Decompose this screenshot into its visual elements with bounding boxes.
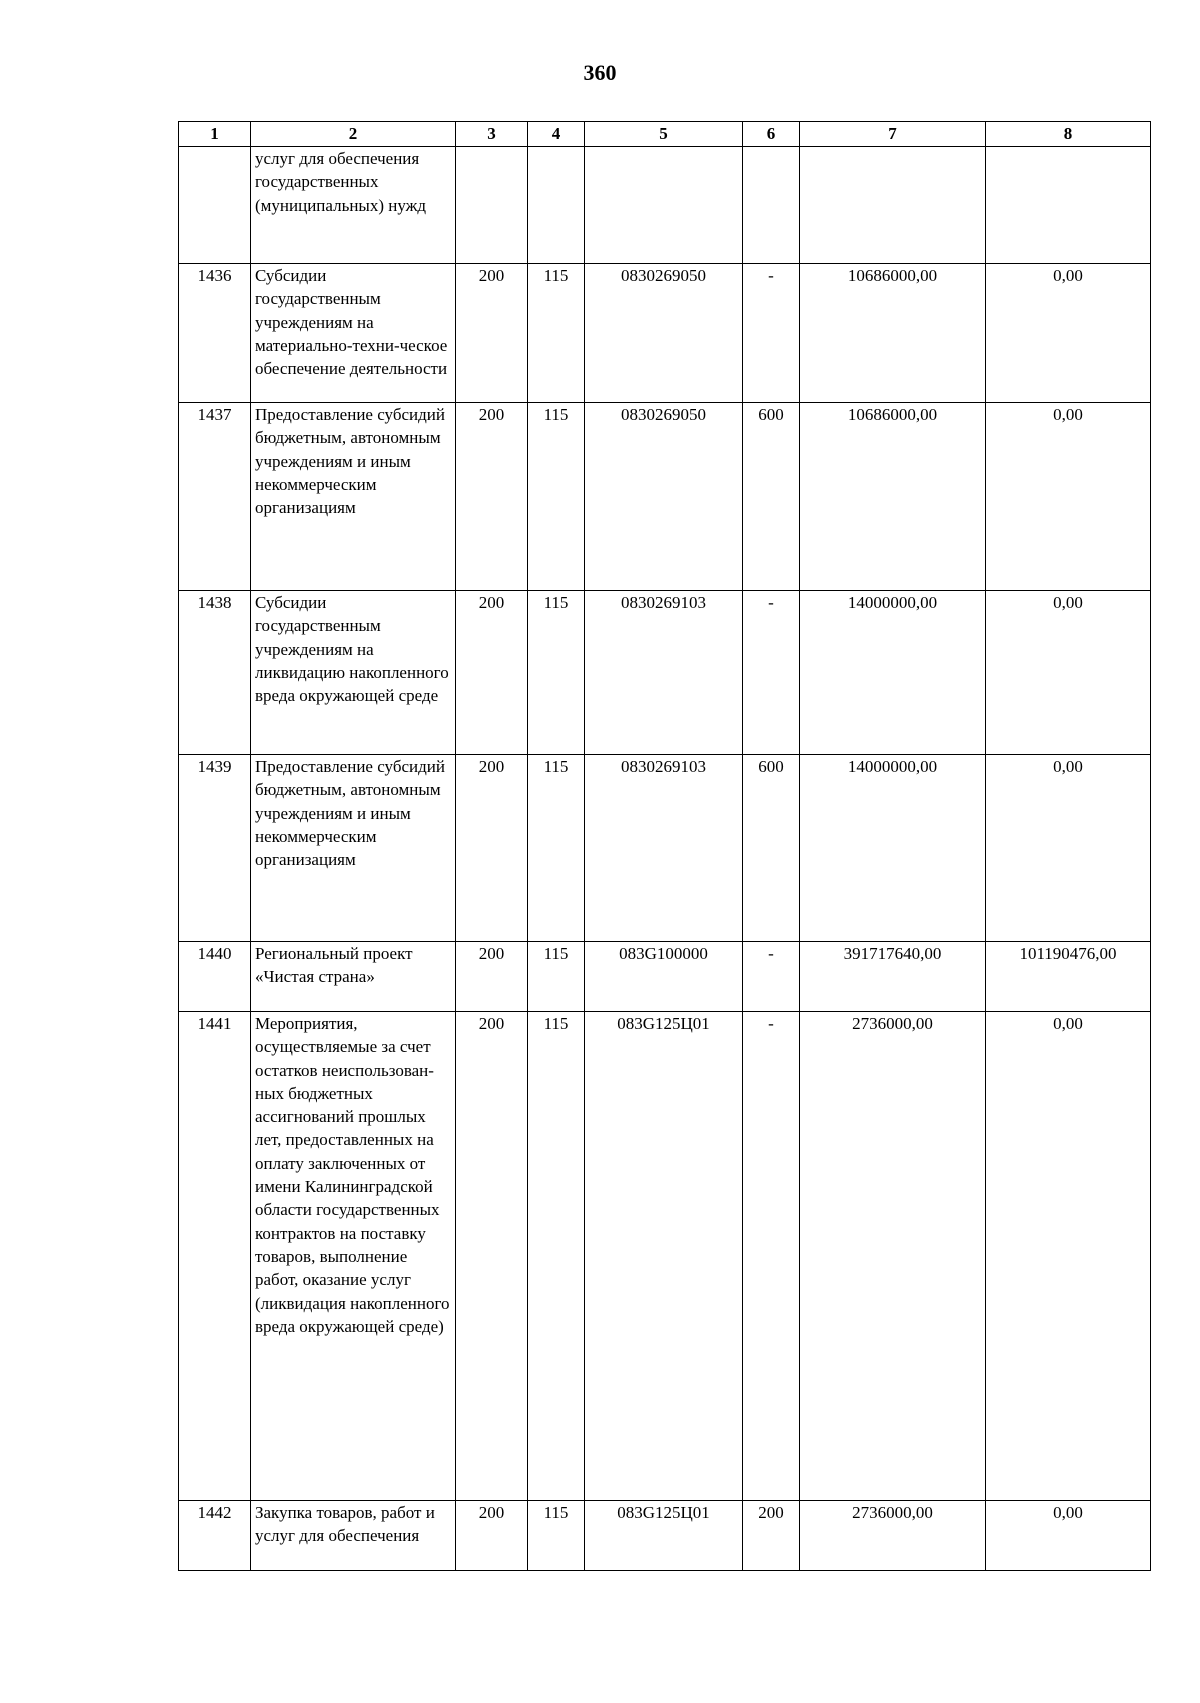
cell-col7: 10686000,00: [800, 403, 986, 591]
cell-col8: 101190476,00: [986, 942, 1151, 1012]
cell-col3: 200: [456, 755, 528, 942]
cell-col4: 115: [528, 942, 585, 1012]
row-number: 1440: [179, 942, 251, 1012]
cell-col6: -: [743, 1012, 800, 1501]
row-name: Предоставление субсидий бюджетным, автономным учреждениям и иным некоммерческим организациям: [251, 403, 456, 591]
column-header: 7: [800, 122, 986, 147]
row-name: Мероприятия, осуществляемые за счет остатков неиспользован-ных бюджетных ассигнований прошлых лет, предоставленных на оплату заключенных от имени Калининградской области государственных контрактов на поставку товаров, выполнение работ, оказание услуг (ликвидация накопленного вреда окружающей среде): [251, 1012, 456, 1501]
row-number-cell: [179, 147, 251, 264]
cell-col3: 200: [456, 1501, 528, 1571]
budget-table: [178, 121, 1151, 1571]
cell-col8: 0,00: [986, 1501, 1151, 1571]
cell-col8: 0,00: [986, 591, 1151, 755]
table-row: [179, 403, 1151, 591]
column-header: 3: [456, 122, 528, 147]
cell-col6: 200: [743, 1501, 800, 1571]
cell-col6: 600: [743, 755, 800, 942]
column-header: 8: [986, 122, 1151, 147]
cell-col6: -: [743, 942, 800, 1012]
table-row: [179, 942, 1151, 1012]
cell-col5: 0830269103: [585, 755, 743, 942]
row-number: 1441: [179, 1012, 251, 1501]
cell-col5: 0830269050: [585, 264, 743, 403]
cell-col4: 115: [528, 755, 585, 942]
row-name: Субсидии государственным учреждениям на материально-техни-ческое обеспечение деятельности: [251, 264, 456, 403]
column-header: 5: [585, 122, 743, 147]
cell-col8: 0,00: [986, 755, 1151, 942]
cell-col4: 115: [528, 591, 585, 755]
cell-col5: 083G125Ц01: [585, 1501, 743, 1571]
row-number: 1437: [179, 403, 251, 591]
cell-col7: 2736000,00: [800, 1012, 986, 1501]
table-row: [179, 1012, 1151, 1501]
row-name: Предоставление субсидий бюджетным, автономным учреждениям и иным некоммерческим организациям: [251, 755, 456, 942]
column-header: 4: [528, 122, 585, 147]
row-name: Региональный проект «Чистая страна»: [251, 942, 456, 1012]
continuation-row: [179, 147, 1151, 264]
cell-col3: 200: [456, 264, 528, 403]
column-header: 1: [179, 122, 251, 147]
table-row: [179, 755, 1151, 942]
row-number: 1439: [179, 755, 251, 942]
column-header: 6: [743, 122, 800, 147]
cell-col6: 600: [743, 403, 800, 591]
cell-col5: 0830269103: [585, 591, 743, 755]
cell-col6: -: [743, 591, 800, 755]
cell-col5: 083G125Ц01: [585, 1012, 743, 1501]
cell-col8: 0,00: [986, 1012, 1151, 1501]
cell-col7: 14000000,00: [800, 755, 986, 942]
table-row: [179, 591, 1151, 755]
cell-col3: 200: [456, 942, 528, 1012]
header-row: [179, 122, 1151, 147]
row-number: 1438: [179, 591, 251, 755]
column-header: 2: [251, 122, 456, 147]
cell-col4: 115: [528, 264, 585, 403]
cell-col7: 2736000,00: [800, 1501, 986, 1571]
row-number: 1436: [179, 264, 251, 403]
row-number: 1442: [179, 1501, 251, 1571]
cell-col7: 10686000,00: [800, 264, 986, 403]
table-row: [179, 1501, 1151, 1571]
cell-col5: 0830269050: [585, 403, 743, 591]
cell-col4: 115: [528, 1501, 585, 1571]
cell-col4: 115: [528, 403, 585, 591]
page-number: 360: [583, 60, 617, 85]
cell-col3: 200: [456, 1012, 528, 1501]
cell-col7: 391717640,00: [800, 942, 986, 1012]
table-row: [179, 264, 1151, 403]
cell-col8: 0,00: [986, 264, 1151, 403]
cell-col3: 200: [456, 591, 528, 755]
row-name: Закупка товаров, работ и услуг для обеспечения: [251, 1501, 456, 1571]
cell-col6: -: [743, 264, 800, 403]
row-name: Субсидии государственным учреждениям на ликвидацию накопленного вреда окружающей среде: [251, 591, 456, 755]
cell-col4: 115: [528, 1012, 585, 1501]
cell-col7: 14000000,00: [800, 591, 986, 755]
cell-col3: 200: [456, 403, 528, 591]
cell-col5: 083G100000: [585, 942, 743, 1012]
cell-col8: 0,00: [986, 403, 1151, 591]
continuation-text: услуг для обеспечения государственных (муниципальных) нужд: [251, 147, 456, 264]
